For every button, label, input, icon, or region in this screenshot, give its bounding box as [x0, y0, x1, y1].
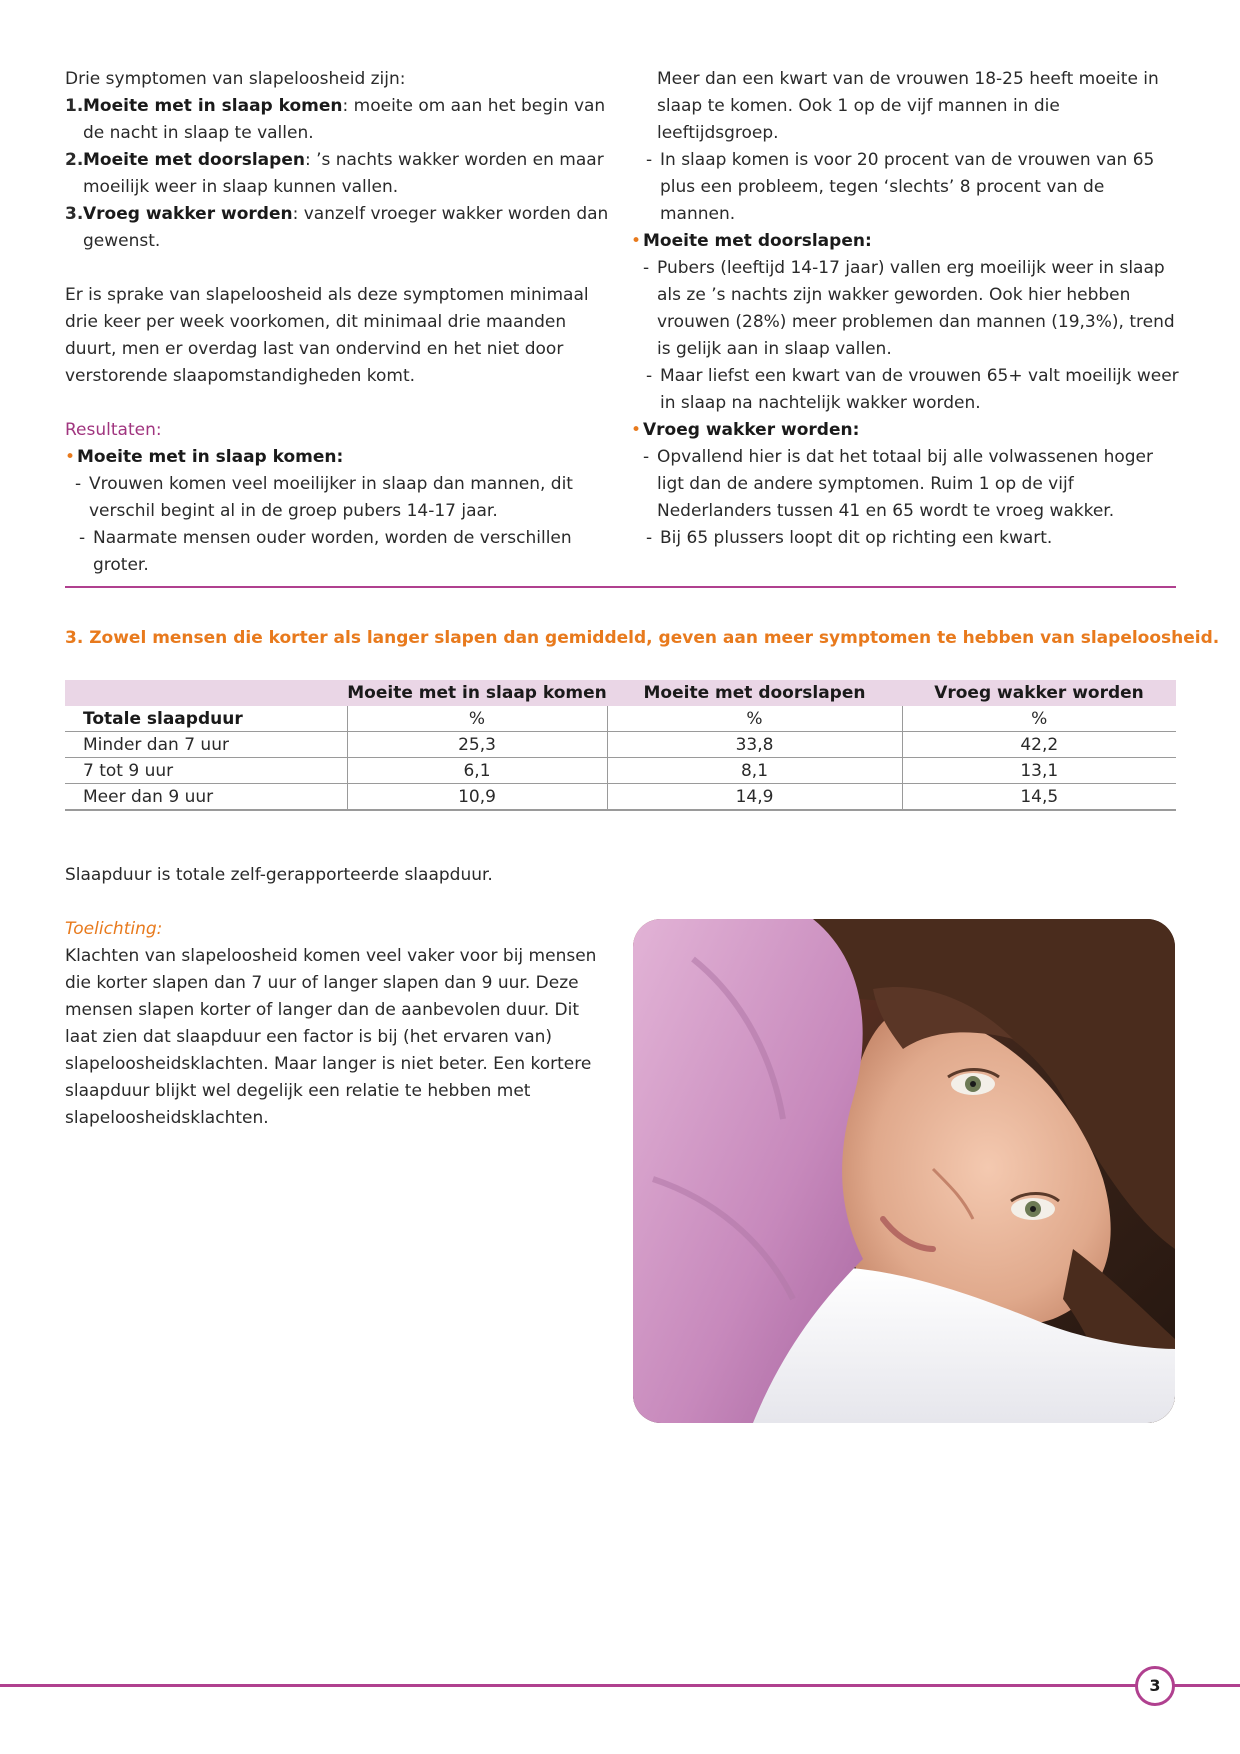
sleepless-woman-photo [633, 919, 1175, 1423]
result-point-text: In slaap komen is voor 20 procent van de vrouwen van 65 plus een probleem, tegen ‘slechts’ 8 procent van de mannen. [660, 150, 1155, 224]
result-2-point-2 [631, 363, 1179, 417]
section-3-heading: 3. Zowel mensen die korter als langer slapen dan gemiddeld, geven aan meer symptomen te hebben van slapeloosheid. [65, 628, 1220, 648]
result-point-text: Naarmate mensen ouder worden, worden de verschillen groter. [93, 528, 572, 575]
sleep-duration-table [65, 680, 1176, 811]
table-note: Slaapduur is totale zelf-gerapporteerde slaapduur. [65, 865, 493, 885]
page-number: 3 [1135, 1666, 1175, 1706]
symptom-item-3 [65, 201, 613, 255]
table-cell: 14,9 [607, 784, 902, 811]
bullet-icon: • [631, 231, 642, 251]
result-section-3-title: • Vroeg wakker worden: [631, 417, 1179, 444]
symptom-number: 2. [65, 150, 84, 170]
result-point-text: Maar liefst een kwart van de vrouwen 65+ valt moeilijk weer in slaap na nachtelijk wakker worden. [660, 366, 1179, 413]
table-cell: 42,2 [902, 732, 1176, 758]
table-cell: 6,1 [347, 758, 607, 784]
table-cell: 13,1 [902, 758, 1176, 784]
section-title: Moeite met in slaap komen [77, 447, 337, 467]
section-title: Moeite met doorslapen [643, 231, 865, 251]
result-3-point-2 [631, 525, 1179, 552]
table-row [65, 784, 1176, 811]
table-header-row [65, 680, 1176, 706]
dash-icon: - [646, 150, 653, 170]
table-cell: 25,3 [347, 732, 607, 758]
section-title: Vroeg wakker worden [643, 420, 853, 440]
table-header-cell: Moeite met in slaap komen [347, 683, 607, 703]
table-cell: Minder dan 7 uur [65, 732, 347, 758]
table-cell: Meer dan 9 uur [65, 784, 347, 811]
result-point-text: Opvallend hier is dat het totaal bij alle volwassenen hoger ligt dan de andere symptomen. Ruim 1 op de vijf Nederlanders tussen 41 en 65 wordt te vroeg wakker. [657, 447, 1154, 521]
symptom-item-1 [65, 93, 613, 147]
intro-lead: Drie symptomen van slapeloosheid zijn: [65, 69, 406, 89]
symptom-text: : moeite om aan het begin van de nacht in slaap te vallen. [83, 96, 606, 143]
bullet-icon: • [65, 447, 76, 467]
section-divider [65, 586, 1176, 588]
symptom-number: 3. [65, 204, 84, 224]
table-cell: 14,5 [902, 784, 1176, 811]
table-header-cell: Vroeg wakker worden [934, 683, 1144, 703]
definition-paragraph: Er is sprake van slapeloosheid als deze symptomen minimaal drie keer per week voorkomen, dit minimaal drie maanden duurt, men er overdag last van ondervind en het niet door verstorende slaapomstandigheden komt. [65, 285, 589, 386]
table-subheader-row [65, 706, 1176, 732]
symptom-item-2 [65, 147, 613, 201]
result-1-point-1 [65, 471, 613, 525]
result-section-1-title: • Moeite met in slaap komen: [65, 444, 613, 471]
right-column [631, 66, 1179, 552]
bullet-icon: • [631, 420, 642, 440]
table-cell: Totale slaapduur [65, 706, 347, 732]
table-row [65, 732, 1176, 758]
table-row [65, 758, 1176, 784]
explanation-heading: Toelichting: [65, 919, 163, 939]
table-cell: 8,1 [607, 758, 902, 784]
dash-icon: - [646, 528, 653, 548]
dash-icon: - [643, 258, 650, 278]
result-1-point-2 [65, 525, 613, 579]
table-cell: % [607, 706, 902, 732]
result-2-point-1 [631, 255, 1179, 363]
symptom-number: 1. [65, 96, 84, 116]
results-heading: Resultaten: [65, 420, 162, 440]
result-1-point-3 [631, 147, 1179, 228]
result-point-text: Pubers (leeftijd 14-17 jaar) vallen erg moeilijk weer in slaap als ze ’s nachts zijn wakker geworden. Ook hier hebben vrouwen (28%) meer problemen dan mannen (19,3%), trend is gelijk aan in slaap vallen. [657, 258, 1175, 359]
dash-icon: - [75, 474, 82, 494]
symptom-label: Vroeg wakker worden [83, 204, 293, 224]
result-section-2-title: • Moeite met doorslapen: [631, 228, 1179, 255]
left-column [65, 66, 613, 579]
symptom-label: Moeite met doorslapen [83, 150, 305, 170]
table-header-cell [65, 680, 347, 706]
symptom-label: Moeite met in slaap komen [83, 96, 343, 116]
table-cell: 33,8 [607, 732, 902, 758]
table-cell: 10,9 [347, 784, 607, 811]
explanation-text: Klachten van slapeloosheid komen veel vaker voor bij mensen die korter slapen dan 7 uur of langer slapen dan 9 uur. Deze mensen slapen korter of langer dan de aanbevolen duur. Dit laat zien dat slaapduur een factor is bij (het ervaren van) slapeloosheidsklachten. Maar langer is niet beter. Een kortere slaapduur blijkt wel degelijk een relatie te hebben met slapeloosheidsklachten. [65, 946, 597, 1128]
table-cell: % [347, 706, 607, 732]
footer-rule [0, 1684, 1240, 1687]
table-header-cell: Moeite met doorslapen [643, 683, 866, 703]
table-cell: 7 tot 9 uur [65, 758, 347, 784]
result-point-text: Bij 65 plussers loopt dit op richting een kwart. [660, 528, 1053, 548]
symptom-text: : vanzelf vroeger wakker worden dan gewenst. [83, 204, 609, 251]
result-3-point-1 [631, 444, 1179, 525]
explanation-block [65, 916, 615, 1132]
result-point-text: Vrouwen komen veel moeilijker in slaap dan mannen, dit verschil begint al in de groep pubers 14-17 jaar. [89, 474, 573, 521]
dash-icon: - [646, 366, 653, 386]
table-cell: % [902, 706, 1176, 732]
symptom-text: : ’s nachts wakker worden en maar moeilijk weer in slaap kunnen vallen. [83, 150, 604, 197]
dash-icon: - [643, 447, 650, 467]
result-1-continued: Meer dan een kwart van de vrouwen 18-25 heeft moeite in slaap te komen. Ook 1 op de vijf mannen in die leeftijdsgroep. [657, 69, 1159, 143]
dash-icon: - [79, 528, 86, 548]
